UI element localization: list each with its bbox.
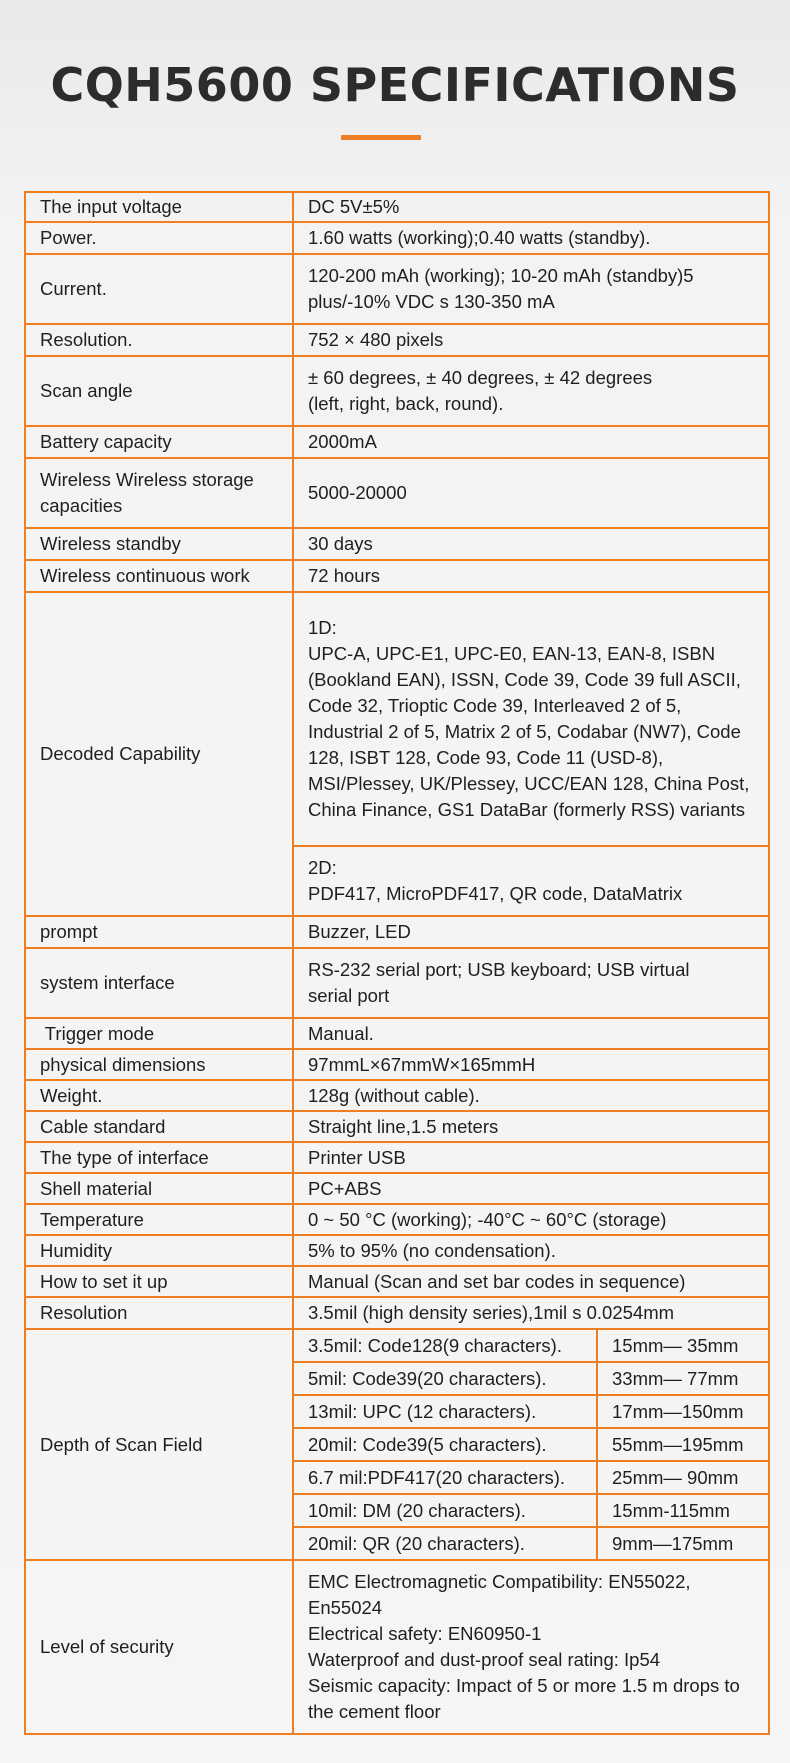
- spec-label: The input voltage: [25, 192, 293, 222]
- spec-value: 5000-20000: [293, 458, 769, 528]
- depth-code: 10mil: DM (20 characters).: [293, 1494, 597, 1527]
- spec-value: 72 hours: [293, 560, 769, 592]
- page-title: CQH5600 SPECIFICATIONS: [50, 58, 740, 112]
- spec-value: 0 ~ 50 °C (working); -40°C ~ 60°C (storage): [293, 1204, 769, 1235]
- spec-value: Manual (Scan and set bar codes in sequence): [293, 1266, 769, 1297]
- depth-range: 25mm— 90mm: [597, 1461, 769, 1494]
- spec-label: How to set it up: [25, 1266, 293, 1297]
- decoded-2d-text: PDF417, MicroPDF417, QR code, DataMatrix: [308, 883, 683, 904]
- spec-label: Shell material: [25, 1173, 293, 1204]
- spec-value-line: 120-200 mAh (working); 10-20 mAh (standby)5: [308, 265, 694, 286]
- depth-range: 15mm-115mm: [597, 1494, 769, 1527]
- spec-label: [25, 458, 293, 528]
- spec-label: Wireless standby: [25, 528, 293, 560]
- spec-value: [293, 356, 769, 426]
- spec-label: Scan angle: [25, 356, 293, 426]
- spec-label: prompt: [25, 916, 293, 948]
- spec-row-wireless-standby: [25, 528, 769, 560]
- spec-label: Resolution: [25, 1297, 293, 1329]
- depth-code: 20mil: Code39(5 characters).: [293, 1428, 597, 1461]
- spec-value: Printer USB: [293, 1142, 769, 1173]
- spec-label: Decoded Capability: [25, 592, 293, 916]
- depth-code: 6.7 mil:PDF417(20 characters).: [293, 1461, 597, 1494]
- depth-code: 20mil: QR (20 characters).: [293, 1527, 597, 1560]
- security-electrical: Electrical safety: EN60950-1: [308, 1623, 542, 1644]
- depth-range: 17mm—150mm: [597, 1395, 769, 1428]
- spec-label: Weight.: [25, 1080, 293, 1111]
- depth-range: 33mm— 77mm: [597, 1362, 769, 1395]
- spec-label: Cable standard: [25, 1111, 293, 1142]
- spec-value: 30 days: [293, 528, 769, 560]
- spec-value: 128g (without cable).: [293, 1080, 769, 1111]
- spec-value: 97mmL×67mmW×165mmH: [293, 1049, 769, 1080]
- spec-row-battery: [25, 426, 769, 458]
- spec-value: 752 × 480 pixels: [293, 324, 769, 356]
- security-seismic: Seismic capacity: Impact of 5 or more 1.5 m drops to the cement floor: [308, 1675, 740, 1722]
- spec-value-1d: [293, 592, 769, 846]
- spec-value: 1.60 watts (working);0.40 watts (standby).: [293, 222, 769, 254]
- spec-row-wireless-storage: [25, 458, 769, 528]
- spec-row-humidity: [25, 1235, 769, 1266]
- spec-value-line: (left, right, back, round).: [308, 393, 504, 414]
- spec-label: The type of interface: [25, 1142, 293, 1173]
- security-waterproof: Waterproof and dust-proof seal rating: Ip54: [308, 1649, 661, 1670]
- spec-row-shell: [25, 1173, 769, 1204]
- spec-value: Manual.: [293, 1018, 769, 1049]
- spec-row-wireless-work: [25, 560, 769, 592]
- spec-row-resolution-mil: [25, 1297, 769, 1329]
- spec-label-line: Wireless Wireless storage: [40, 469, 254, 490]
- spec-label: Power.: [25, 222, 293, 254]
- spec-value: Buzzer, LED: [293, 916, 769, 948]
- spec-label: Battery capacity: [25, 426, 293, 458]
- depth-code: 13mil: UPC (12 characters).: [293, 1395, 597, 1428]
- spec-row-current: [25, 254, 769, 324]
- spec-value-line: ± 60 degrees, ± 40 degrees, ± 42 degrees: [308, 367, 653, 388]
- spec-row-cable: [25, 1111, 769, 1142]
- spec-row-resolution-pixels: [25, 324, 769, 356]
- spec-label: Humidity: [25, 1235, 293, 1266]
- title-underline: [341, 135, 421, 140]
- spec-row-prompt: [25, 916, 769, 948]
- spec-label: Trigger mode: [25, 1018, 293, 1049]
- spec-label: Resolution.: [25, 324, 293, 356]
- decoded-1d-heading: 1D:: [308, 617, 337, 638]
- spec-row-interface-type: [25, 1142, 769, 1173]
- spec-label: Level of security: [25, 1560, 293, 1734]
- spec-value: PC+ABS: [293, 1173, 769, 1204]
- spec-value: DC 5V±5%: [293, 192, 769, 222]
- spec-label: Depth of Scan Field: [25, 1329, 293, 1560]
- depth-range: 15mm— 35mm: [597, 1329, 769, 1362]
- depth-range: 55mm—195mm: [597, 1428, 769, 1461]
- spec-label: system interface: [25, 948, 293, 1018]
- spec-value: 3.5mil (high density series),1mil s 0.0254mm: [293, 1297, 769, 1329]
- spec-row-trigger-mode: [25, 1018, 769, 1049]
- spec-value-line: plus/-10% VDC s 130-350 mA: [308, 291, 555, 312]
- security-emc: EMC Electromagnetic Compatibility: EN55022, En55024: [308, 1571, 691, 1618]
- spec-value-line: RS-232 serial port; USB keyboard; USB virtual: [308, 959, 690, 980]
- decoded-2d-heading: 2D:: [308, 857, 337, 878]
- depth-code: 5mil: Code39(20 characters).: [293, 1362, 597, 1395]
- spec-table: [24, 191, 770, 1735]
- spec-row-temperature: [25, 1204, 769, 1235]
- spec-value: 5% to 95% (no condensation).: [293, 1235, 769, 1266]
- spec-row-input-voltage: [25, 192, 769, 222]
- decoded-1d-text: UPC-A, UPC-E1, UPC-E0, EAN-13, EAN-8, ISBN (Bookland EAN), ISSN, Code 39, Code 39 full ASCII, Code 32, Trioptic Code 39, Interleaved 2 of 5, Industrial 2 of 5, Matrix 2 of 5, Codabar (NW7), Code 128, ISBT 128, Code 93, Code 11 (USD-8), MSI/Plessey, UK/Plessey, UCC/EAN 128, China Post, China Finance, GS1 DataBar (formerly RSS) variants: [308, 643, 750, 820]
- spec-value: [293, 948, 769, 1018]
- spec-row-security: [25, 1560, 769, 1734]
- spec-label: Current.: [25, 254, 293, 324]
- spec-value: [293, 1560, 769, 1734]
- spec-value: Straight line,1.5 meters: [293, 1111, 769, 1142]
- spec-value: [293, 254, 769, 324]
- spec-row-scan-angle: [25, 356, 769, 426]
- depth-row: [25, 1329, 769, 1362]
- spec-label: Temperature: [25, 1204, 293, 1235]
- spec-label-line: capacities: [40, 495, 123, 516]
- spec-value-2d: [293, 846, 769, 916]
- spec-row-system-interface: [25, 948, 769, 1018]
- spec-row-setup: [25, 1266, 769, 1297]
- depth-range: 9mm—175mm: [597, 1527, 769, 1560]
- spec-value: 2000mA: [293, 426, 769, 458]
- spec-value-line: serial port: [308, 985, 390, 1006]
- spec-label: physical dimensions: [25, 1049, 293, 1080]
- spec-row-weight: [25, 1080, 769, 1111]
- spec-row-decoded-1d: [25, 592, 769, 846]
- spec-row-power: [25, 222, 769, 254]
- spec-label: Wireless continuous work: [25, 560, 293, 592]
- depth-code: 3.5mil: Code128(9 characters).: [293, 1329, 597, 1362]
- spec-row-dimensions: [25, 1049, 769, 1080]
